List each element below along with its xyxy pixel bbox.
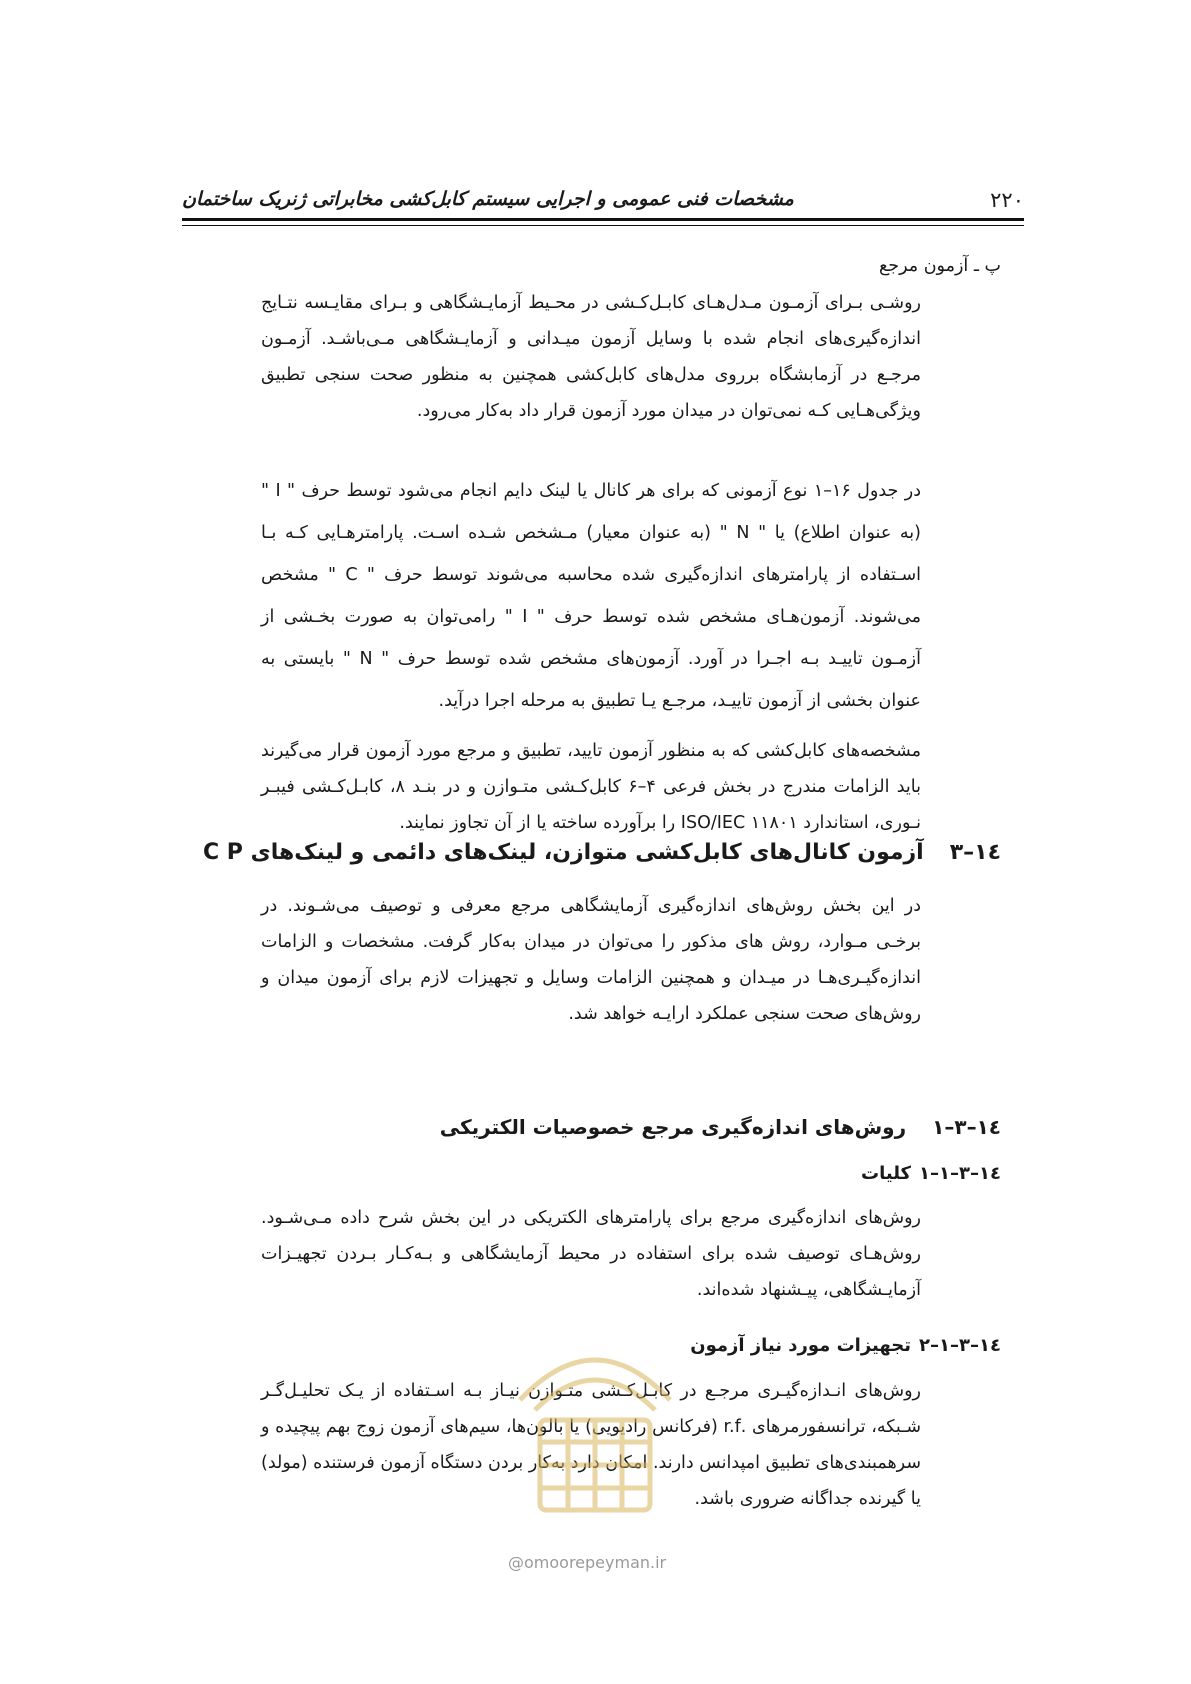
section-14-3-1-2-paragraph: روش‌های انـدازه‌گیـری مرجـع در کابـل‌کـشی متـوازن نیـاز بـه اسـتفاده از یـک تحلیـل‌گـر شـبکه، ترانسفورمرهای .r.f (فرکانس رادیویی) یا بالون‌ها، سیم‌های آزمون زوج بهم پیچیده و سرهمبندی‌های تطبیق امپدانس دارند. امکان دارد به‌کار بردن دستگاه آزمون فرستنده (مولد) یا گیرنده جداگانه ضروری باشد. <box>261 1381 921 1509</box>
section-title: آزمون کانال‌های کابل‌کشی متوازن، لینک‌های دائمی و لینک‌های C P <box>203 840 924 865</box>
header-rule-thick <box>182 218 1024 221</box>
section-number: ۱٤–۳–۱ <box>932 1115 1001 1139</box>
section-number: ۱٤–۳–۱–۱ <box>919 1163 1001 1184</box>
section-number: ۱٤–۳–۱–۲ <box>919 1335 1001 1356</box>
spec-paragraph: مشخصه‌های کابل‌کشی که به منظور آزمون تایید، تطبیق و مرجع مورد آزمون قرار می‌گیرند باید الزامات مندرج در بخش فرعی ۴–۶ کابل‌کـشی متـوازن و در بنـد ۸، کابـل‌کـشی فیبـر نـوری، استاندارد ISO/IEC ۱۱۸۰۱ را برآورده ساخته یا از آن تجاوز نمایند. <box>261 741 922 833</box>
section-heading-14-3-1 <box>440 1115 1001 1139</box>
header-rule-thin <box>182 225 1024 226</box>
watermark-text: @omoorepeyman.ir <box>508 1553 667 1572</box>
running-title: مشخصات فنی عمومی و اجرایی سیستم کابل‌کشی مخابراتی ژنریک ساختمان <box>182 188 794 210</box>
ref-test-paragraph: روشـی بـرای آزمـون مـدل‌هـای کابـل‌کـشی در محـیط آزمایـشگاهی و بـرای مقایـسه نتـایج اندازه‌گیری‌های انجام شده با وسایل آزمون میـدانی و آزمایـشگاهی مـی‌باشـد. آزمـون مرجـع در آزمابشگاه برروی مدل‌های کابل‌کشی همچنین به منظور صحت سنجی تطبیق ویژگی‌هـایی کـه نمی‌توان در میدان مورد آزمون قرار داد به‌کار می‌رود. <box>261 293 921 421</box>
section-heading-14-3 <box>203 840 1001 865</box>
table-test-paragraph: در جدول ۱۶–۱ نوع آزمونی که برای هر کانال یا لینک دایم انجام می‌شود توسط حرف " I " (به عنوان اطلاع) یا " N " (به عنوان معیار) مـشخص شـده اسـت. پارامترهـایی کـه بـا اسـتفاده از پارامترهای اندازه‌گیری شده محاسبه می‌شوند توسط حرف " C " مشخص می‌شوند. آزمون‌هـای مشخص شده توسط حرف " I " رامی‌توان به صورت بخـشی از آزمـون تاییـد بـه اجـرا در آورد. آزمون‌های مشخص شده توسط حرف " N " بایستی به عنوان بخشی از آزمون تاییـد، مرجـع یـا تطبیق به مرحله اجرا درآید. <box>261 481 921 711</box>
ref-test-label: پ ـ آزمون مرجع <box>878 256 1001 276</box>
section-title: روش‌های اندازه‌گیری مرجع خصوصیات الکتریکی <box>439 1115 907 1139</box>
section-title: کلیات <box>861 1163 912 1184</box>
section-14-3-paragraph: در این بخش روش‌های اندازه‌گیری آزمایشگاهی مرجع معرفی و توصیف می‌شـوند. در برخـی مـوارد، روش های مذکور را می‌توان در میدان به‌کار گرفت. مشخصات و الزامات اندازه‌گیـری‌هـا در میـدان و همچنین الزامات وسایل و تجهیزات لازم برای آزمون میدان و روش‌های صحت سنجی عملکرد ارایـه خواهد شد. <box>261 896 921 1024</box>
page-number: ۲۲۰ <box>990 188 1024 212</box>
section-14-3-1-1-paragraph: روش‌های اندازه‌گیری مرجع برای پارامترهای الکتریکی در این بخش شرح داده مـی‌شـود. روش‌هـای توصیف شده برای استفاده در محیط آزمایشگاهی و بـه‌کـار بـردن تجهیـزات آزمایـشگاهی، پیـشنهاد شده‌اند. <box>261 1208 921 1300</box>
section-heading-14-3-1-2 <box>690 1335 1001 1356</box>
section-title: تجهیزات مورد نیاز آزمون <box>690 1335 912 1356</box>
section-number: ۱٤–۳ <box>949 840 1001 865</box>
page-header <box>182 178 1024 228</box>
section-heading-14-3-1-1 <box>861 1163 1001 1184</box>
